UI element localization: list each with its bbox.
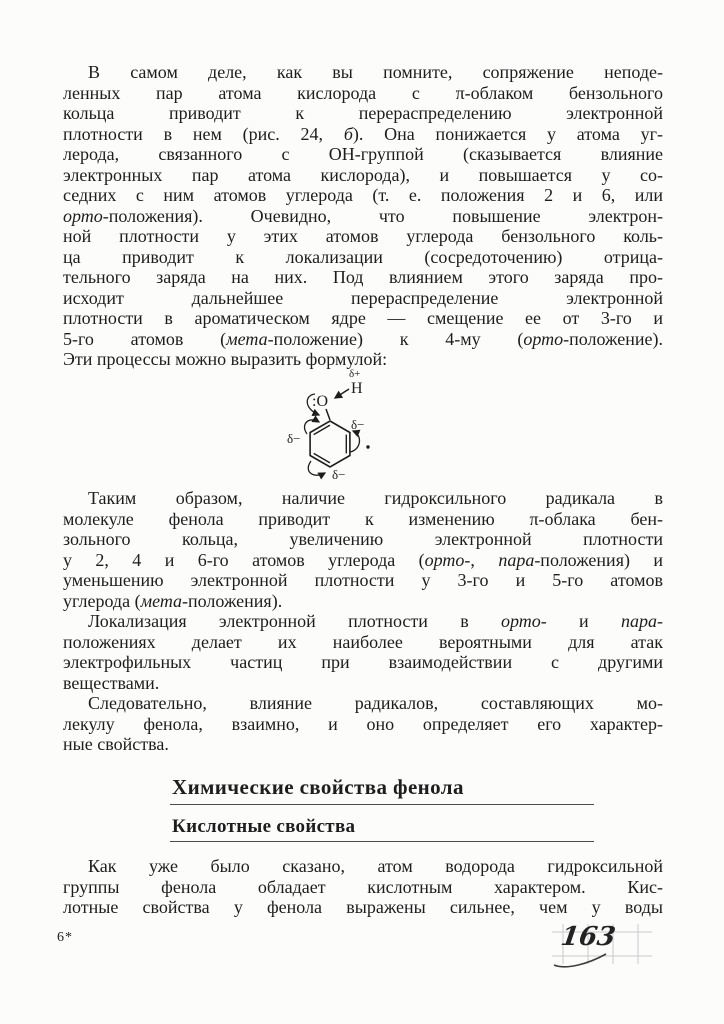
delta-minus-bottom-label: δ−: [332, 467, 346, 482]
sub-heading: Кислотные свойства: [172, 816, 356, 837]
benzene-ring: [310, 421, 350, 467]
text-line: исходит дальнейшее перераспределение электронной: [63, 287, 663, 308]
text-line: 5-го атомов (мета-положение) к 4-му (орто-положение).: [63, 328, 663, 349]
text-line: седних с ним атомов углерода (т. е. положения 2 и 6, или: [63, 185, 663, 205]
text-line: веществами.: [63, 672, 160, 693]
h-to-o-arrow: [335, 389, 349, 398]
text-line: уменьшению электронной плотности у 3-го и 5-го атомов: [63, 570, 663, 590]
text-line: у 2, 4 и 6-го атомов углерода (орто-, пара-положения) и: [63, 549, 663, 570]
hydrogen-atom-label: H: [351, 380, 363, 397]
text-line: зольного кольца, увеличению электронной плотности: [63, 529, 663, 549]
text-line: орто-положения). Очевидно, что повышение электрон-: [63, 205, 663, 226]
paragraph-localization: [63, 611, 663, 693]
text-line: Эти процессы можно выразить формулой:: [63, 349, 388, 369]
text-line: Локализация электронной плотности в орто- и пара-: [88, 611, 663, 631]
text-line: молекуле фенола приводит к изменению π-облака бен-: [63, 508, 663, 529]
text-line: В самом деле, как вы помните, сопряжение неподе-: [88, 62, 663, 82]
text-line: Таким образом, наличие гидроксильного радикала в: [88, 488, 663, 508]
section-heading: Химические свойства фенола: [172, 775, 464, 799]
text-line: группы фенола обладает кислотным характером. Кис-: [63, 876, 663, 897]
printer-signature-mark: 6*: [57, 930, 73, 945]
phenol-structure-formula: [265, 363, 400, 488]
paragraph-acidic-properties: [63, 856, 663, 918]
text-line: положениях делает их наиболее вероятными для атак: [63, 631, 663, 652]
text-line: электрофильных частиц при взаимодействии с другими: [63, 652, 663, 672]
heading-rule: [170, 804, 594, 805]
paragraph-consequently: [63, 693, 663, 755]
text-line: углерода (мета-положения).: [63, 590, 283, 611]
electron-shift-arrow-right: [350, 431, 359, 452]
text-line: плотности в ароматическом ядре — смещение ее от 3-го и: [63, 308, 663, 328]
text-line: кольца приводит к перераспределению электронной: [63, 103, 663, 123]
delta-minus-left-label: δ−: [287, 431, 301, 446]
text-line: электронных пар атома кислорода), и повышается у со-: [63, 164, 663, 185]
o-c1-bond: [326, 409, 330, 420]
text-line: лотные свойства у фенола выражены сильнее, чем у воды: [63, 897, 663, 917]
text-line: плотности в нем (рис. 24, б). Она понижается у атома уг-: [63, 123, 663, 144]
sentence-period: [366, 445, 369, 448]
text-line: Следовательно, влияние радикалов, составляющих мо-: [88, 693, 663, 713]
delta-minus-right-label: δ−: [351, 417, 365, 432]
text-line: Как уже было сказано, атом водорода гидроксильной: [88, 856, 663, 876]
paragraph-conjugation: [63, 62, 663, 370]
text-line: ные свойства.: [63, 734, 169, 754]
text-line: лекулу фенола, взаимно, и оно определяет его характер-: [63, 713, 663, 734]
text-line: тельного заряда на них. Под влиянием этого заряда про-: [63, 267, 663, 287]
text-line: лерода, связанного с ОН-группой (сказывается влияние: [63, 144, 663, 164]
paragraph-thus: [63, 488, 663, 611]
oxygen-lone-pair-label: :O: [312, 393, 328, 410]
text-line: ленных пар атома кислорода с π-облаком бензольного: [63, 82, 663, 103]
text-line: ной плотности у этих атомов углерода бензольного коль-: [63, 226, 663, 246]
handwritten-page-number: 163: [558, 922, 618, 952]
subheading-rule: [170, 841, 594, 842]
text-line: ца приводит к локализации (сосредоточению) отрица-: [63, 246, 663, 267]
delta-plus-label: δ+: [349, 368, 361, 380]
